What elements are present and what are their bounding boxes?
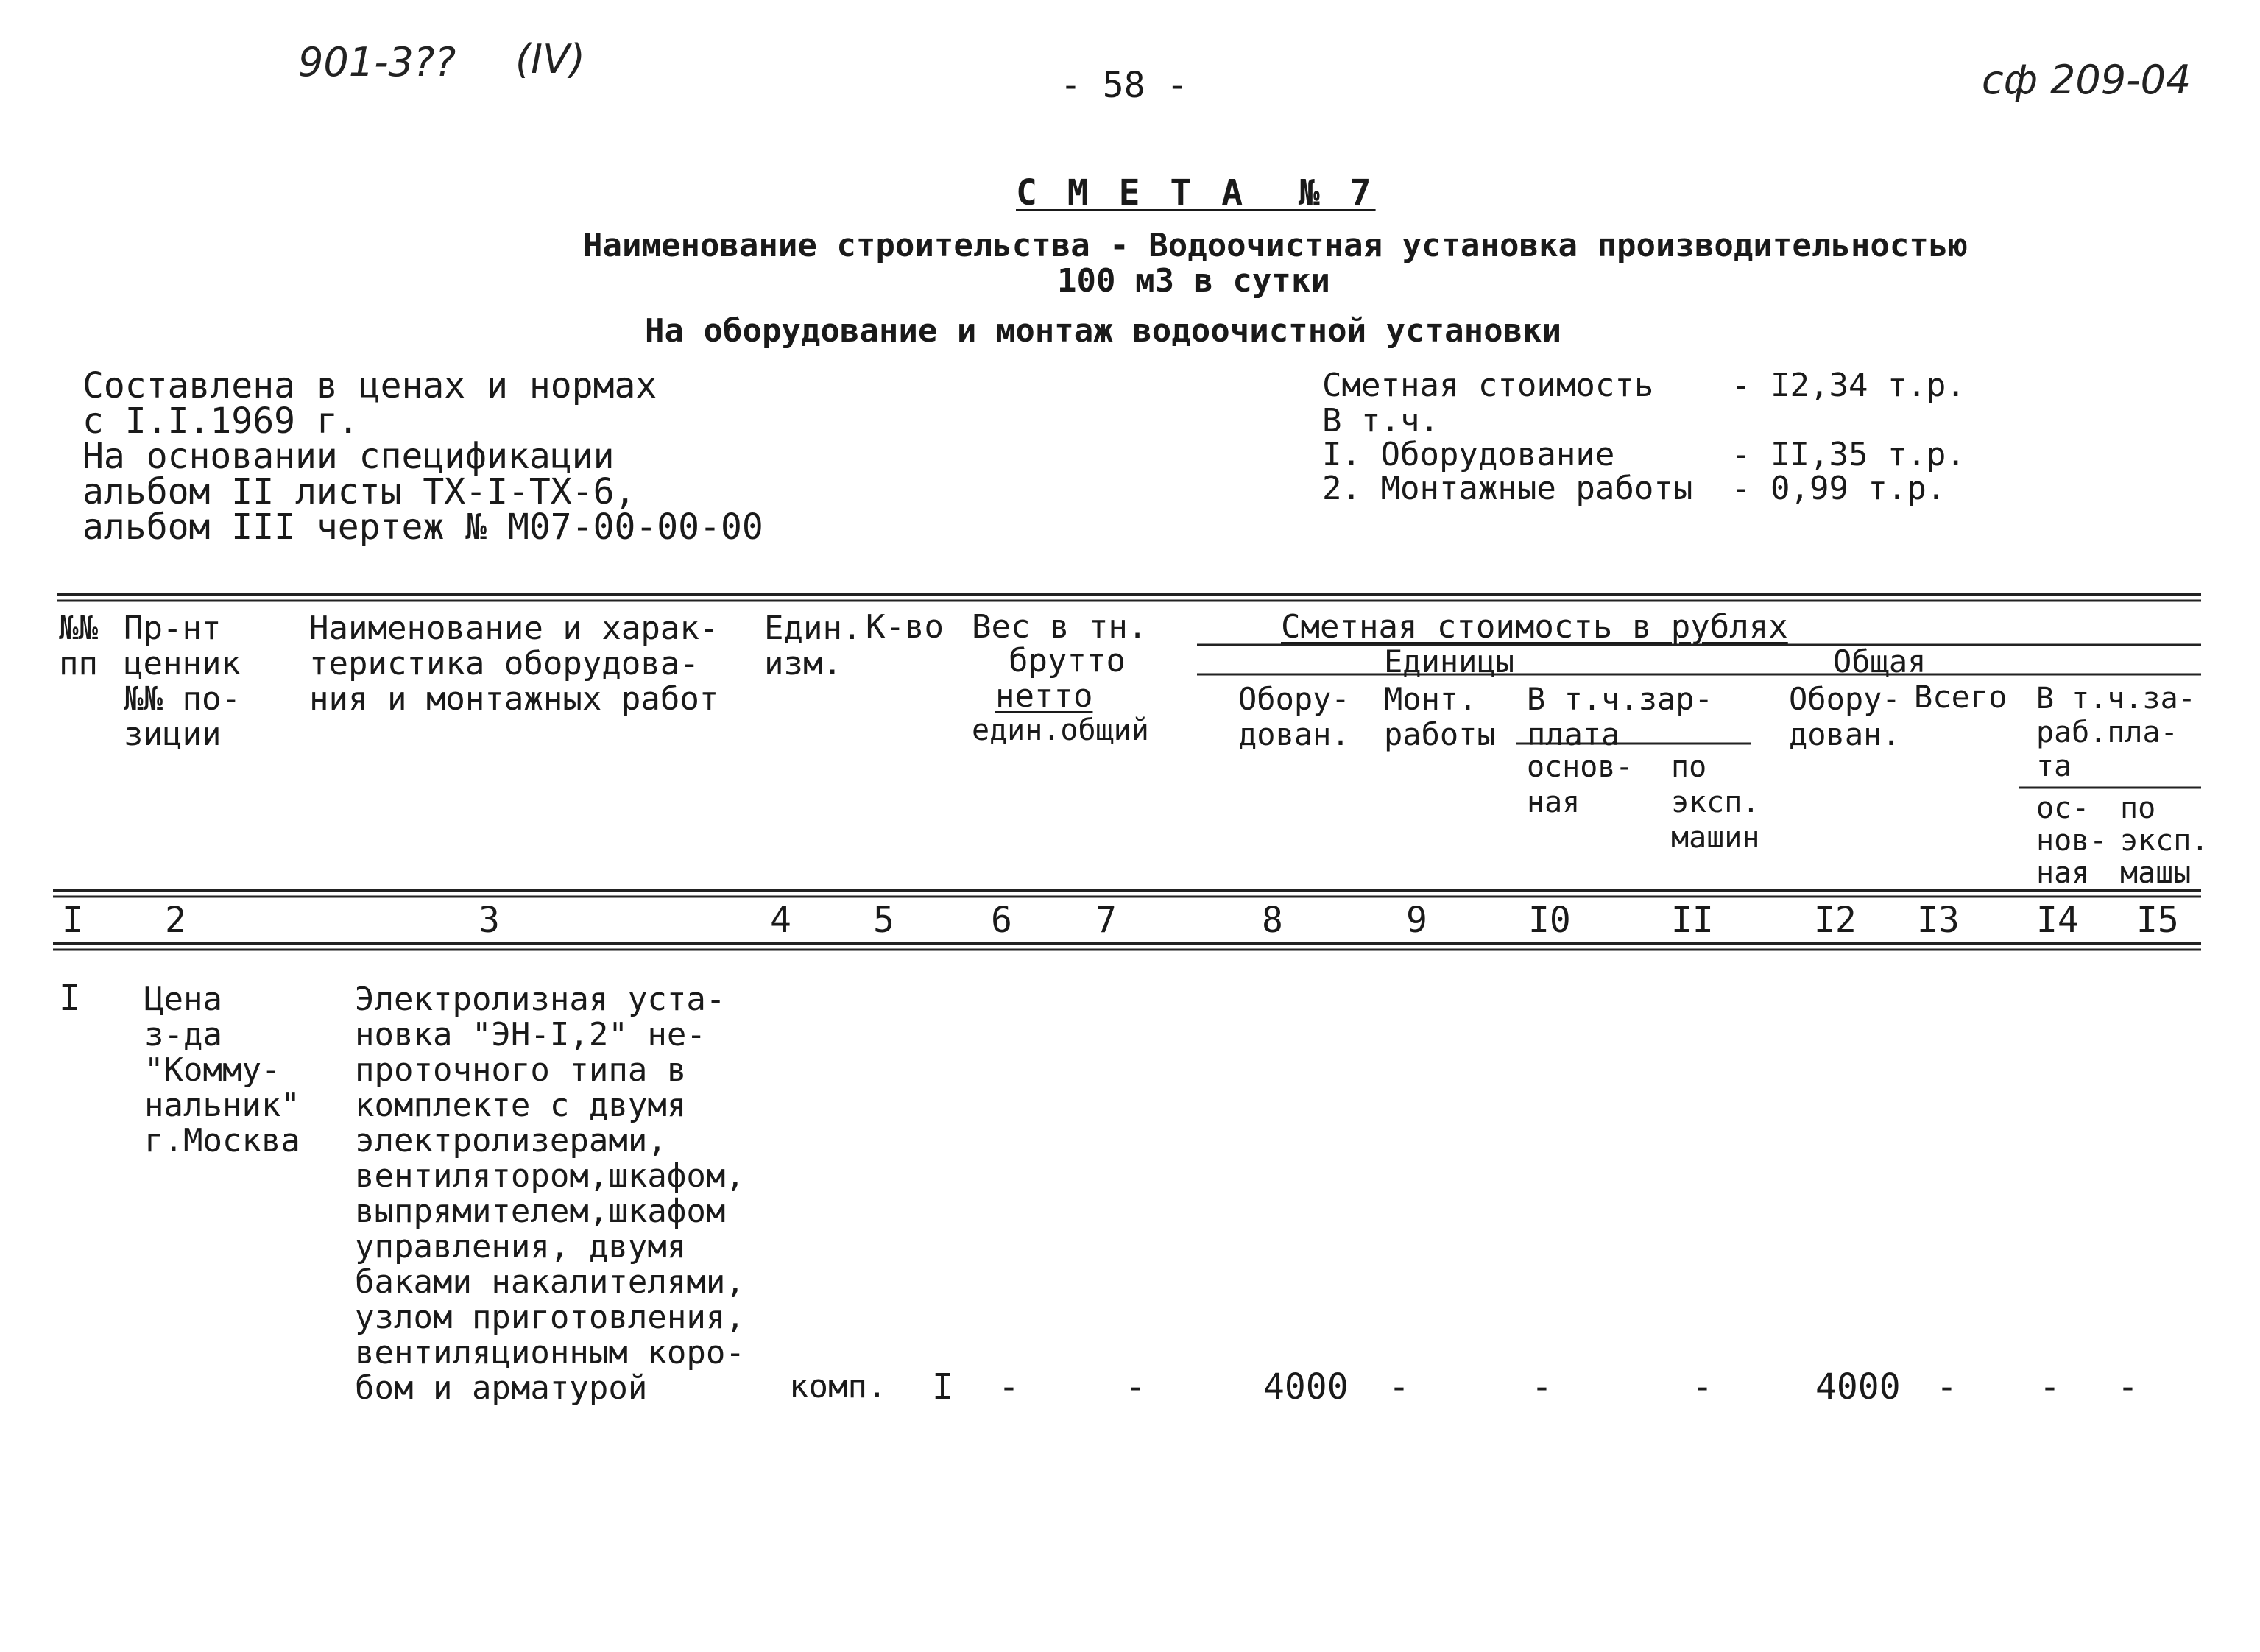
column-number: I2 (1814, 900, 1857, 941)
info-line: На основании спецификации (82, 436, 615, 477)
weight-unit-value: - (998, 1366, 1020, 1408)
weight-total-value: - (1125, 1366, 1146, 1408)
column-number: 4 (770, 900, 791, 941)
column-number: 3 (479, 900, 500, 941)
header-weight: Вес в тн. (972, 608, 1148, 646)
column-number: I4 (2036, 900, 2079, 941)
info-line: альбом II листы ТХ-I-ТХ-6, (82, 471, 636, 512)
equipment-cost-label: I. Оборудование (1322, 436, 1615, 473)
construction-name: Наименование строительства - Водоочистная установка производительностью (583, 227, 1968, 264)
total-cost-value: - I2,34 т.р. (1731, 367, 1966, 404)
header-wage-main: основ- ная (1527, 750, 1634, 819)
archive-number: 901-3?? (298, 39, 456, 85)
wage-machines-value: - (1692, 1366, 1713, 1408)
including-label: В т.ч. (1322, 402, 1439, 440)
header-grand-total: Всего (1914, 679, 2007, 715)
header-wage-machines: по эксп. машин (1671, 750, 1760, 855)
total-wage-main-value: - (2039, 1366, 2061, 1408)
estimate-heading: С М Е Т А № 7 (1016, 172, 1376, 213)
header-wage-group: В т.ч.зар- плата (1527, 681, 1713, 752)
total-cost-label: Сметная стоимость (1322, 367, 1654, 404)
column-number: I3 (1917, 900, 1960, 941)
column-number: 7 (1095, 900, 1117, 941)
column-number: I (62, 900, 83, 941)
info-line: с I.I.1969 г. (82, 400, 359, 442)
header-unit-cost-group: Единицы (1384, 643, 1515, 679)
column-number: II (1671, 900, 1714, 941)
column-number: 9 (1406, 900, 1427, 941)
construction-capacity: 100 м3 в сутки (1057, 262, 1330, 300)
column-number: 8 (1262, 900, 1283, 941)
header-cost-group: Сметная стоимость в рублях (1281, 608, 1788, 646)
header-total-wage-group: В т.ч.за- раб.пла- та (2036, 682, 2196, 783)
installation-cost-label: 2. Монтажные работы (1322, 470, 1693, 507)
volume-mark: (IV) (515, 36, 586, 82)
header-total-wage-main: ос- нов- ная (2036, 791, 2108, 890)
header-equipment-unit: Обору- дован. (1238, 681, 1350, 752)
sheet-code: сф 209-04 (1982, 57, 2192, 103)
row-number: I (59, 978, 80, 1019)
header-total-cost-group: Общая (1833, 643, 1927, 679)
column-number: I5 (2136, 900, 2179, 941)
installation-cost-value: - 0,99 т.р. (1731, 470, 1946, 507)
item-description: Электролизная уста- новка "ЭН-I,2" не- проточного типа в комплекте с двумя электролизерами, вентилятором,шкафом, выпрямителем,шкафом управления, двумя баками накалителями, узлом приготовления, вентиляционным коро- бом и арматурой (355, 981, 745, 1407)
header-equipment-total: Обору- дован. (1789, 681, 1901, 752)
info-line: альбом III чертеж № М07-00-00-00 (82, 506, 763, 548)
header-installation-unit: Монт. работы (1384, 681, 1496, 752)
header-price-list: Пр-нт ценник №№ по- зиции (124, 610, 241, 753)
page-number: - 58 - (1060, 65, 1188, 106)
header-weight-net: нетто (995, 677, 1093, 715)
column-number: 6 (991, 900, 1012, 941)
installation-unit-cost: - (1388, 1366, 1410, 1408)
info-line: Составлена в ценах и нормах (82, 365, 657, 406)
estimate-subtitle: На оборудование и монтаж водоочистной установки (645, 312, 1562, 350)
header-total-wage-machines: по эксп. машы (2120, 791, 2209, 890)
header-unit: Един. изм. (764, 610, 862, 682)
header-weight-gross: брутто (1009, 642, 1126, 679)
column-number: 2 (165, 900, 186, 941)
header-quantity: К-во (866, 608, 944, 646)
total-wage-machines-value: - (2117, 1366, 2139, 1408)
grand-total-value: - (1936, 1366, 1957, 1408)
column-number: 5 (873, 900, 894, 941)
header-description: Наименование и харак- теристика оборудова- ния и монтажных работ (309, 610, 719, 718)
equipment-unit-cost: 4000 (1263, 1366, 1349, 1408)
header-weight-unit-total: един.общий (972, 713, 1149, 747)
wage-main-value: - (1531, 1366, 1553, 1408)
price-source: Цена з-да "Комму- нальник" г.Москва (144, 981, 300, 1159)
column-number: I0 (1528, 900, 1571, 941)
item-unit: комп. (789, 1368, 887, 1405)
header-row-number: №№ пп (59, 610, 98, 682)
item-quantity: I (932, 1366, 953, 1408)
equipment-cost-value: - II,35 т.р. (1731, 436, 1966, 473)
equipment-total-cost: 4000 (1815, 1366, 1901, 1408)
